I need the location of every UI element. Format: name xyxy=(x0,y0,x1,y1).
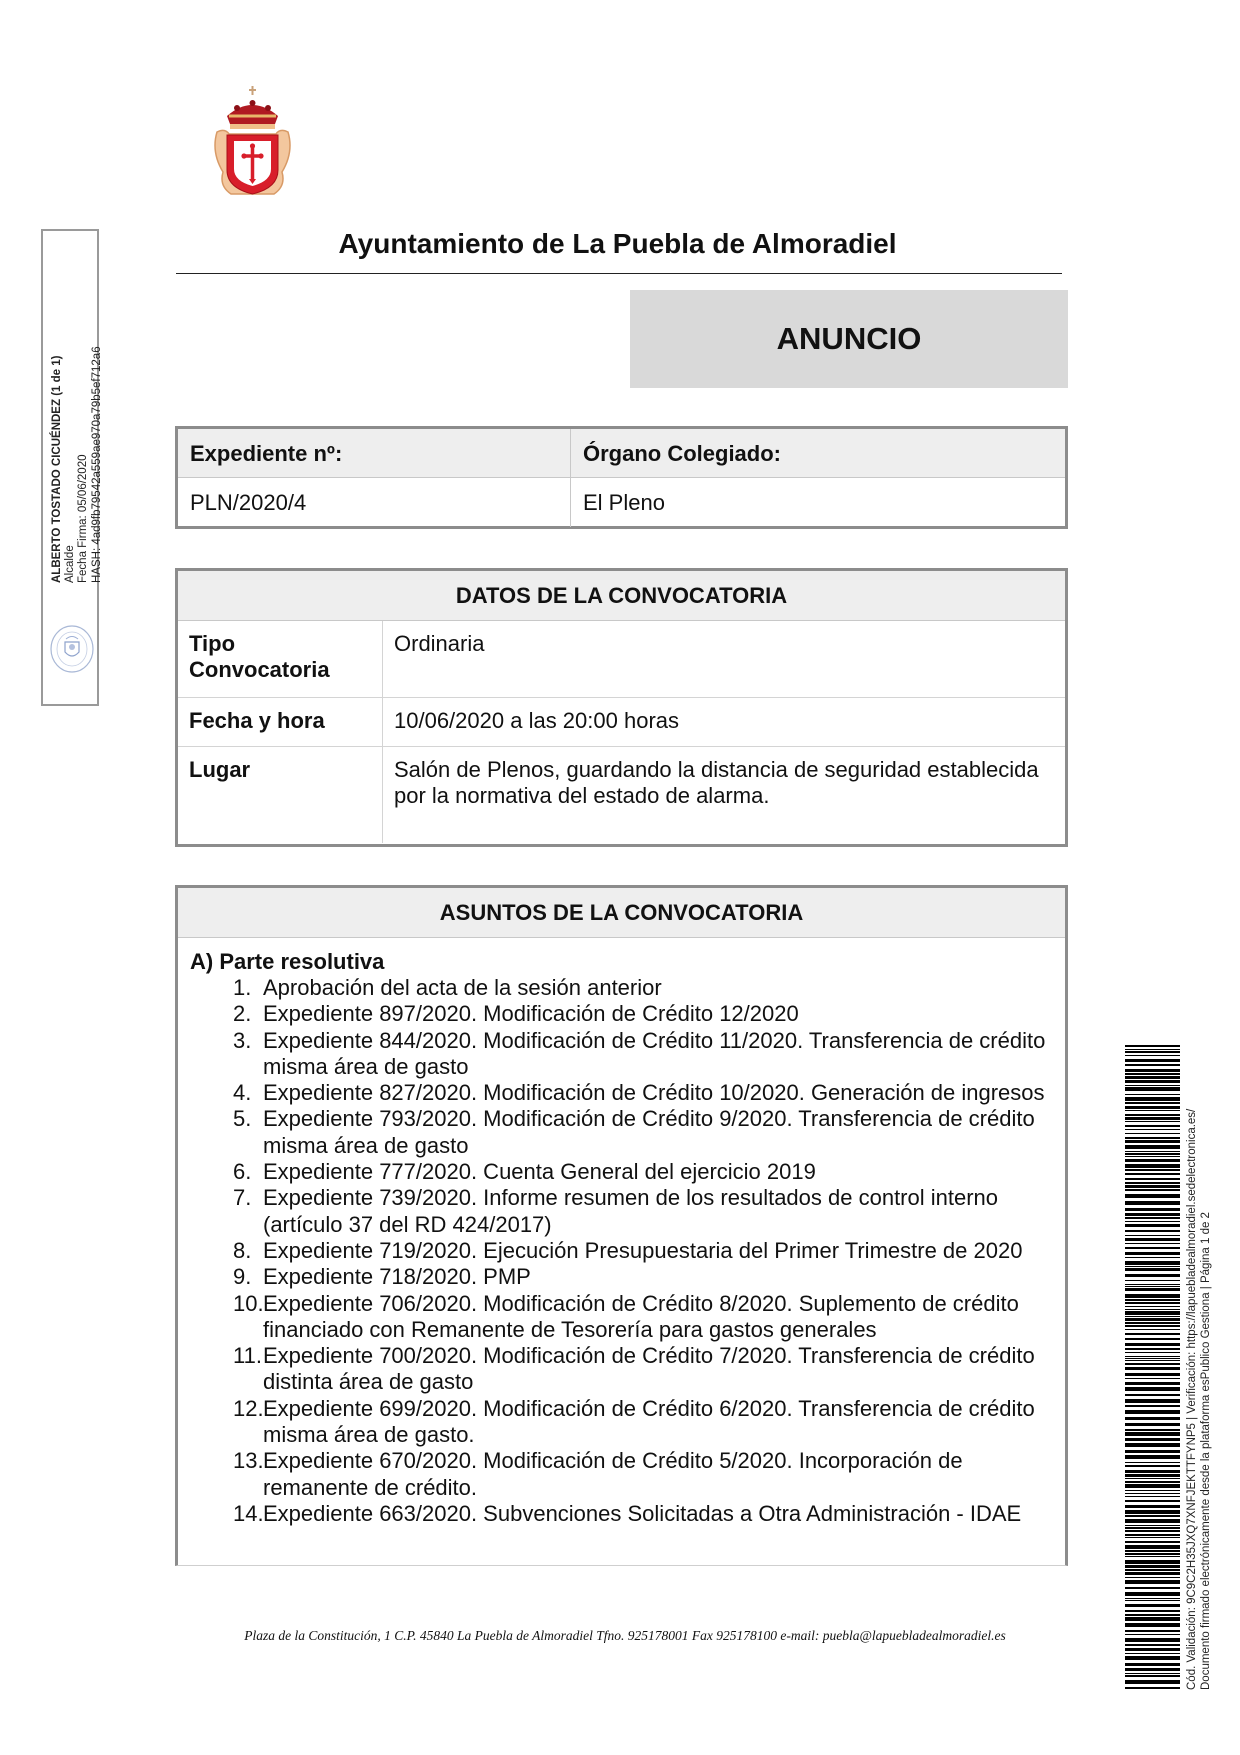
barcode-bar xyxy=(1125,1102,1180,1104)
agenda-item-text: Expediente 827/2020. Modificación de Crédito 10/2020. Generación de ingresos xyxy=(263,1080,1045,1106)
municipal-seal-icon xyxy=(48,623,96,675)
agenda-item xyxy=(233,1159,1063,1185)
barcode-bar xyxy=(1125,1545,1180,1549)
barcode-bar xyxy=(1125,1169,1180,1171)
barcode-bar xyxy=(1125,1302,1180,1304)
barcode-bar xyxy=(1125,1294,1180,1298)
agenda-item-text: Expediente 670/2020. Modificación de Crédito 5/2020. Incorporación de remanente de crédito. xyxy=(263,1448,963,1500)
barcode-bar xyxy=(1125,1338,1180,1340)
barcode-bar xyxy=(1125,1553,1180,1555)
barcode-bar xyxy=(1125,1097,1180,1101)
barcode-bar xyxy=(1125,1194,1180,1198)
barcode-bar xyxy=(1125,1252,1180,1255)
agenda-item xyxy=(233,1501,1063,1527)
barcode-bar xyxy=(1125,1505,1180,1508)
barcode-bar xyxy=(1125,1572,1180,1575)
barcode-bar xyxy=(1125,1045,1180,1047)
barcode-bar xyxy=(1125,1358,1180,1359)
barcode-bar xyxy=(1125,1360,1180,1361)
barcode-bar xyxy=(1125,1080,1180,1083)
barcode-bar xyxy=(1125,1653,1180,1654)
barcode-bar xyxy=(1125,1137,1180,1139)
barcode-bar xyxy=(1125,1363,1180,1365)
barcode-bar xyxy=(1125,1438,1180,1441)
agenda-item-text: Expediente 663/2020. Subvenciones Solicitadas a Otra Administración - IDAE xyxy=(263,1500,1022,1526)
expediente-header-row xyxy=(178,429,1065,478)
datos-row-fecha xyxy=(178,698,1065,747)
barcode-bar xyxy=(1125,1129,1180,1130)
barcode-bar xyxy=(1125,1055,1180,1056)
agenda-item xyxy=(233,1396,1063,1449)
barcode-bar xyxy=(1125,1208,1180,1211)
barcode-bar xyxy=(1125,1268,1180,1271)
expediente-header: Expediente nº: xyxy=(178,429,571,477)
barcode-bar xyxy=(1125,1299,1180,1301)
barcode-bar xyxy=(1125,1550,1180,1552)
barcode-bar xyxy=(1125,1133,1180,1134)
agenda-item-number: 2. xyxy=(233,1001,252,1027)
agenda-list xyxy=(233,975,1063,1527)
barcode-bar xyxy=(1125,1125,1180,1127)
agenda-item-number: 5. xyxy=(233,1106,252,1132)
signature-date: Fecha Firma: 05/06/2020 xyxy=(77,454,90,583)
barcode-bar xyxy=(1125,1565,1180,1568)
barcode-bar xyxy=(1125,1247,1180,1249)
barcode-bar xyxy=(1125,1117,1180,1120)
agenda-item-number: 8. xyxy=(233,1237,252,1263)
barcode-bar xyxy=(1125,1288,1180,1291)
barcode-bar xyxy=(1125,1051,1180,1053)
barcode-bar xyxy=(1125,1600,1180,1601)
asuntos-convocatoria-title: ASUNTOS DE LA CONVOCATORIA xyxy=(178,888,1065,938)
agenda-item-text: Expediente 844/2020. Modificación de Crédito 11/2020. Transferencia de crédito misma área de gasto xyxy=(263,1027,1046,1079)
agenda-item-number: 13. xyxy=(233,1448,264,1474)
barcode-bar xyxy=(1125,1541,1180,1543)
agenda-item xyxy=(233,1001,1063,1027)
barcode-bar xyxy=(1125,1450,1180,1453)
agenda-item-text: Expediente 719/2020. Ejecución Presupuestaria del Primer Trimestre de 2020 xyxy=(263,1237,1023,1263)
datos-label: Lugar xyxy=(178,747,383,843)
barcode-bar xyxy=(1125,1343,1180,1346)
barcode-bar xyxy=(1125,1114,1180,1116)
barcode-bar xyxy=(1125,1274,1180,1277)
datos-convocatoria-table xyxy=(175,568,1068,847)
barcode-bar xyxy=(1125,1423,1180,1426)
barcode-bar xyxy=(1125,1121,1180,1122)
agenda-item-text: Expediente 897/2020. Modificación de Crédito 12/2020 xyxy=(263,1001,799,1027)
section-heading: A) Parte resolutiva xyxy=(190,949,385,974)
barcode-bar xyxy=(1125,1325,1180,1327)
barcode-bar xyxy=(1125,1156,1180,1157)
agenda-item xyxy=(233,1080,1063,1106)
barcode-bar xyxy=(1125,1322,1180,1324)
barcode-bar xyxy=(1125,1462,1180,1463)
barcode-bar xyxy=(1125,1243,1180,1244)
signature-info xyxy=(51,283,104,583)
barcode-bar xyxy=(1125,1189,1180,1191)
barcode-bar xyxy=(1125,1309,1180,1310)
barcode-bar xyxy=(1125,1465,1180,1467)
barcode-bar xyxy=(1125,1145,1180,1149)
datos-label: Tipo Convocatoria xyxy=(178,621,383,697)
footer-address: Plaza de la Constitución, 1 C.P. 45840 La Puebla de Almoradiel Tfno. 925178001 Fax 925178100 e-mail: puebla@lapuebladealmoradiel.es xyxy=(244,1628,1006,1643)
barcode-bar xyxy=(1125,1399,1180,1403)
barcode-bar xyxy=(1125,1569,1180,1571)
barcode-bar xyxy=(1125,1668,1180,1671)
barcode-bar xyxy=(1125,1577,1180,1578)
validation-code: Cód. Validación: 9C9C2H35JXQ7XNFJEKTTFYNP5 | Verificación: https://lapuebladealmoradiel.sedelectronica.es/ xyxy=(1186,1108,1198,1690)
agenda-item xyxy=(233,1264,1063,1290)
barcode-bar xyxy=(1125,1673,1180,1674)
barcode-bar xyxy=(1125,1614,1180,1616)
barcode-bar xyxy=(1125,1306,1180,1307)
coat-of-arms-logo xyxy=(205,82,300,202)
barcode-bar xyxy=(1125,1140,1180,1143)
datos-value: Salón de Plenos, guardando la distancia de seguridad establecida por la normativa del estado de alarma. xyxy=(394,757,1039,808)
barcode-bar xyxy=(1125,1527,1180,1529)
signer-role: Alcalde xyxy=(64,545,77,583)
barcode-bar xyxy=(1125,1221,1180,1222)
barcode-bar xyxy=(1125,1087,1180,1091)
barcode-bar xyxy=(1125,1534,1180,1536)
barcode-bar xyxy=(1125,1587,1180,1589)
barcode-bar xyxy=(1125,1410,1180,1414)
barcode-bar xyxy=(1125,1687,1180,1689)
agenda-item xyxy=(233,975,1063,1001)
barcode-bar xyxy=(1125,1537,1180,1538)
barcode-bar xyxy=(1125,1663,1180,1666)
barcode-bar xyxy=(1125,1580,1180,1584)
barcode-bar xyxy=(1125,1394,1180,1396)
barcode-bar xyxy=(1125,1598,1180,1599)
expediente-table xyxy=(175,426,1068,529)
agenda-item xyxy=(233,1291,1063,1344)
organo-value: El Pleno xyxy=(583,490,665,515)
barcode-bar xyxy=(1125,1224,1180,1227)
barcode-bar xyxy=(1125,1316,1180,1317)
barcode-bar xyxy=(1125,1257,1180,1258)
agenda-item-text: Expediente 718/2020. PMP xyxy=(263,1264,531,1290)
barcode-bar xyxy=(1125,1382,1180,1385)
agenda-item-number: 1. xyxy=(233,975,252,1000)
expediente-value: PLN/2020/4 xyxy=(178,478,571,527)
barcode-bar xyxy=(1125,1493,1180,1494)
signature-strip xyxy=(41,229,103,706)
barcode-bar xyxy=(1125,1405,1180,1407)
barcode-bar xyxy=(1125,1648,1180,1651)
agenda-item xyxy=(233,1448,1063,1501)
agenda-item-text: Expediente 699/2020. Modificación de Crédito 6/2020. Transferencia de crédito misma área de gasto. xyxy=(263,1395,1035,1448)
barcode-bar xyxy=(1125,1059,1180,1062)
datos-convocatoria-title: DATOS DE LA CONVOCATORIA xyxy=(178,571,1065,621)
barcode-bar xyxy=(1125,1560,1180,1564)
barcode-bar xyxy=(1125,1525,1180,1526)
agenda-item-number: 10. xyxy=(233,1290,264,1316)
barcode-bar xyxy=(1125,1617,1180,1621)
page-title: Ayuntamiento de La Puebla de Almoradiel xyxy=(338,228,897,259)
agenda-item-number: 7. xyxy=(233,1185,252,1211)
barcode-bar xyxy=(1125,1367,1180,1370)
barcode-bar xyxy=(1125,1638,1180,1642)
barcode-bar xyxy=(1125,1153,1180,1155)
barcode-bar xyxy=(1125,1417,1180,1420)
barcode-bar xyxy=(1125,1556,1180,1557)
barcode-bar xyxy=(1125,1286,1180,1287)
datos-value: 10/06/2020 a las 20:00 horas xyxy=(394,708,680,733)
barcode-bar xyxy=(1125,1280,1180,1281)
document-type-banner xyxy=(630,290,1068,388)
datos-row-tipo xyxy=(178,621,1065,698)
document-type-label: ANUNCIO xyxy=(776,321,922,356)
barcode-icon xyxy=(1125,1045,1180,1690)
barcode-bar xyxy=(1125,1069,1180,1072)
expediente-value-row xyxy=(178,478,1065,527)
barcode-bar xyxy=(1125,1106,1180,1109)
barcode-bar xyxy=(1125,1261,1180,1265)
barcode-bar xyxy=(1125,1455,1180,1459)
barcode-bar xyxy=(1125,1182,1180,1184)
barcode-bar xyxy=(1125,1238,1180,1241)
validation-platform: Documento firmado electrónicamente desde la plataforma esPublico Gestiona | Página 1 de 2 xyxy=(1199,1212,1212,1690)
barcode-bar xyxy=(1125,1481,1180,1483)
barcode-bar xyxy=(1125,1159,1180,1162)
signer-name: ALBERTO TOSTADO CICUÉNDEZ (1 de 1) xyxy=(51,355,63,583)
barcode-bar xyxy=(1125,1515,1180,1517)
barcode-bar xyxy=(1125,1266,1180,1267)
datos-row-lugar xyxy=(178,747,1065,843)
barcode-bar xyxy=(1125,1470,1180,1473)
barcode-bar xyxy=(1125,1443,1180,1447)
barcode-bar xyxy=(1125,1318,1180,1321)
agenda-item-number: 6. xyxy=(233,1159,252,1185)
barcode-bar xyxy=(1125,1073,1180,1075)
agenda-item-text: Expediente 700/2020. Modificación de Crédito 7/2020. Transferencia de crédito distinta área de gasto xyxy=(263,1343,1035,1395)
barcode-bar xyxy=(1125,1478,1180,1479)
validation-info xyxy=(1186,1109,1213,1690)
barcode-bar xyxy=(1125,1085,1180,1086)
barcode-bar xyxy=(1125,1490,1180,1491)
barcode-bar xyxy=(1125,1429,1180,1431)
agenda-item xyxy=(233,1238,1063,1264)
agenda-item-text: Expediente 793/2020. Modificación de Crédito 9/2020. Transferencia de crédito misma área de gasto xyxy=(263,1106,1035,1158)
barcode-bar xyxy=(1125,1675,1180,1677)
barcode-bar xyxy=(1125,1217,1180,1219)
barcode-bar xyxy=(1125,1076,1180,1079)
barcode-bar xyxy=(1125,1496,1180,1497)
barcode-bar xyxy=(1125,1474,1180,1477)
agenda-item-number: 14. xyxy=(233,1500,264,1526)
signature-hash: HASH: 4ad9fb79542a559ae970a79b5ef712a6 xyxy=(90,346,103,583)
datos-value: Ordinaria xyxy=(394,631,485,656)
barcode-bar xyxy=(1125,1333,1180,1335)
barcode-bar xyxy=(1125,1230,1180,1232)
agenda-item-text: Expediente 706/2020. Modificación de Crédito 8/2020. Suplemento de crédito financiado con Remanente de Tesorería para gastos generales xyxy=(263,1290,1019,1342)
barcode-bar xyxy=(1125,1500,1180,1502)
barcode-bar xyxy=(1125,1356,1180,1357)
barcode-bar xyxy=(1125,1519,1180,1523)
agenda-item xyxy=(233,1028,1063,1081)
barcode-bar xyxy=(1125,1373,1180,1376)
barcode-bar xyxy=(1125,1185,1180,1188)
agenda-item-number: 3. xyxy=(233,1027,252,1053)
barcode-bar xyxy=(1125,1644,1180,1646)
barcode-bar xyxy=(1125,1634,1180,1635)
agenda-item-number: 9. xyxy=(233,1264,252,1290)
title-divider xyxy=(176,273,1062,274)
barcode-bar xyxy=(1125,1656,1180,1660)
barcode-bar xyxy=(1125,1630,1180,1632)
agenda-item-text: Expediente 777/2020. Cuenta General del ejercicio 2019 xyxy=(263,1159,816,1185)
agenda-item-number: 12. xyxy=(233,1395,264,1421)
agenda-item-text: Expediente 739/2020. Informe resumen de los resultados de control interno (artículo 37 del RD 424/2017) xyxy=(263,1185,999,1237)
barcode-bar xyxy=(1125,1201,1180,1205)
barcode-bar xyxy=(1125,1311,1180,1315)
agenda-item xyxy=(233,1185,1063,1238)
datos-label: Fecha y hora xyxy=(178,698,383,746)
barcode-bar xyxy=(1125,1151,1180,1152)
organo-header: Órgano Colegiado: xyxy=(583,441,781,466)
barcode-bar xyxy=(1125,1284,1180,1285)
barcode-bar xyxy=(1125,1064,1180,1066)
agenda-item-number: 4. xyxy=(233,1080,252,1106)
agenda-item-text: Aprobación del acta de la sesión anterior xyxy=(263,975,662,1000)
barcode-bar xyxy=(1125,1235,1180,1236)
barcode-bar xyxy=(1125,1049,1180,1050)
barcode-bar xyxy=(1125,1484,1180,1488)
barcode-bar xyxy=(1125,1213,1180,1216)
barcode-bar xyxy=(1125,1178,1180,1180)
asuntos-convocatoria-table xyxy=(175,885,1068,1566)
barcode-bar xyxy=(1125,1329,1180,1330)
barcode-bar xyxy=(1125,1680,1180,1684)
barcode-bar xyxy=(1125,1378,1180,1379)
barcode-bar xyxy=(1125,1348,1180,1350)
agenda-item-number: 11. xyxy=(233,1343,262,1369)
barcode-bar xyxy=(1125,1164,1180,1168)
barcode-bar xyxy=(1125,1610,1180,1612)
barcode-bar xyxy=(1125,1604,1180,1607)
barcode-bar xyxy=(1125,1623,1180,1627)
barcode-bar xyxy=(1125,1173,1180,1175)
agenda-item xyxy=(233,1106,1063,1159)
barcode-bar xyxy=(1125,1432,1180,1436)
barcode-bar xyxy=(1125,1352,1180,1353)
barcode-bar xyxy=(1125,1110,1180,1111)
barcode-bar xyxy=(1125,1094,1180,1095)
agenda-item xyxy=(233,1343,1063,1396)
barcode-bar xyxy=(1125,1530,1180,1532)
barcode-bar xyxy=(1125,1510,1180,1514)
barcode-bar xyxy=(1125,1387,1180,1391)
barcode-bar xyxy=(1125,1592,1180,1596)
